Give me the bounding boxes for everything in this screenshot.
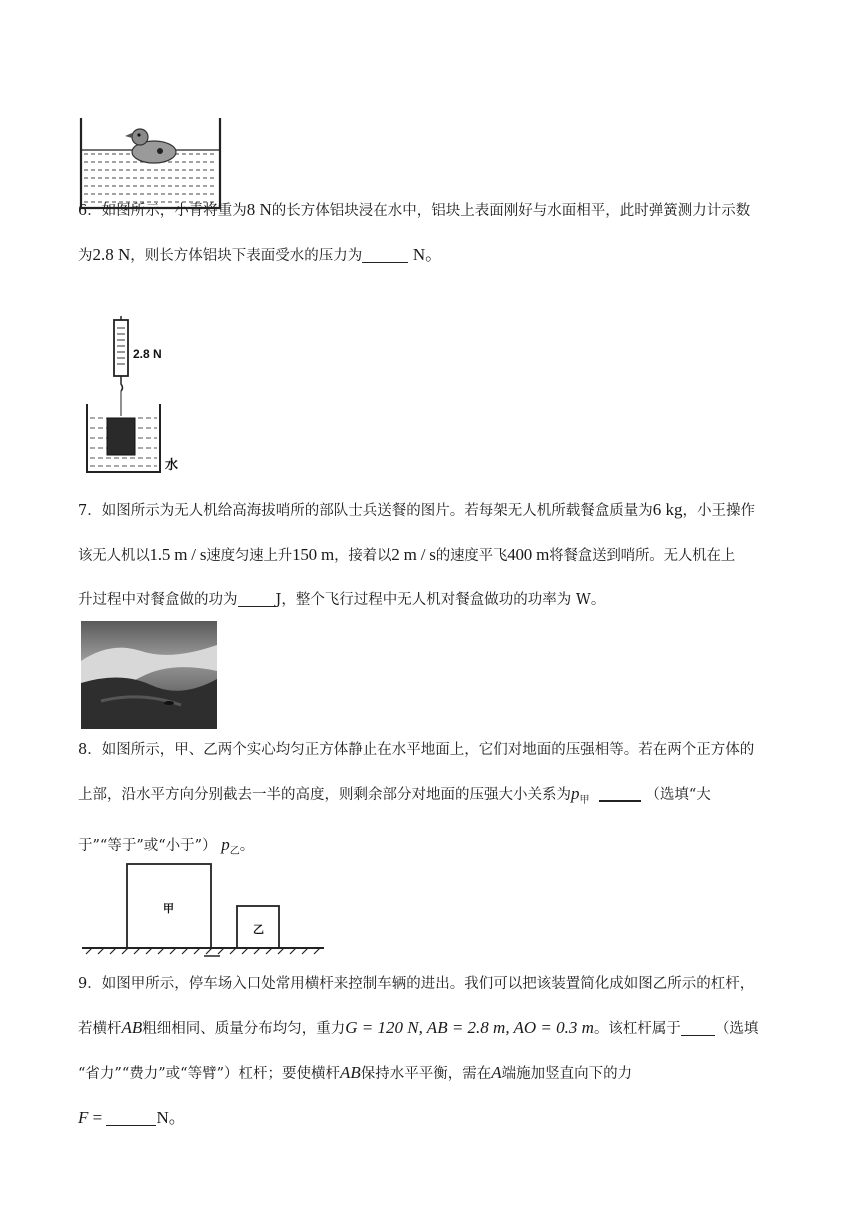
q9-force-blank[interactable]	[106, 1109, 156, 1126]
q7-mass: 6 kg	[652, 500, 683, 519]
q9-text: 端施加竖直向下的力	[501, 1066, 633, 1082]
water-label: 水	[165, 458, 179, 473]
q6-weight: 8 N	[246, 200, 272, 219]
question-9	[78, 962, 784, 1141]
q9-text: 保持水平平衡，需在	[360, 1066, 492, 1082]
q7-text: 将餐盒送到哨所。无人机在上	[549, 548, 736, 564]
q8-text: 。	[239, 837, 255, 854]
scale-reading-label: 2.8 N	[133, 347, 162, 361]
q8-subscript-yi: 乙	[229, 845, 240, 857]
question-7	[78, 488, 784, 622]
drone-photo	[81, 621, 217, 729]
cube-yi-label: 乙	[253, 923, 264, 936]
q6-answer-blank[interactable]	[362, 246, 408, 263]
q9-lever-type-blank[interactable]	[681, 1019, 715, 1036]
q8-text: （选填“大	[645, 787, 711, 803]
cubes-figure	[80, 858, 326, 958]
q9-unit: N。	[156, 1108, 186, 1127]
q9-text: 若横杆	[78, 1021, 122, 1037]
q7-text: ，接着以	[334, 548, 392, 564]
q7-height: 150 m	[292, 545, 335, 564]
q6-text: ，则长方体铝块下表面受水的压力为	[130, 248, 363, 264]
q7-text: 速度匀速上升	[206, 548, 293, 564]
q7-text: 的速度平飞	[435, 548, 508, 564]
q7-text: J，整个飞行过程中无人机对餐盒做功的功率为 W。	[275, 592, 606, 608]
q8-text: 上部，沿水平方向分别截去一半的高度，则剩余部分对地面的压强大小关系为	[78, 787, 571, 803]
q8-pressure-symbol: p	[571, 784, 580, 803]
q9-bar-ab: AB	[121, 1018, 143, 1037]
spring-scale-figure	[80, 316, 188, 478]
q6-text: 为	[78, 248, 93, 264]
q7-distance: 400 m	[507, 545, 550, 564]
q9-text: 粗细相同、质量分布均匀，重力	[142, 1021, 346, 1037]
question-6	[78, 188, 784, 278]
q6-reading: 2.8 N	[92, 245, 131, 264]
q8-subscript-jia: 甲	[579, 794, 590, 806]
q9-force-symbol: F	[78, 1108, 89, 1127]
q8-pressure-symbol: p	[221, 834, 230, 854]
q8-answer-blank[interactable]	[599, 784, 641, 802]
q7-text: 升过程中对餐盒做的功为	[78, 592, 238, 608]
q9-text: 9．如图甲所示，停车场入口处常用横杆来控制车辆的进出。我们可以把该装置简化成如图乙所示的杠杆，	[78, 976, 755, 992]
q9-text: （选填	[714, 1021, 759, 1037]
cube-jia-label: 甲	[163, 902, 174, 915]
q7-text: ，小王操作	[682, 503, 755, 519]
question-8	[78, 728, 784, 874]
aluminum-block	[107, 418, 135, 455]
q7-text: 该无人机以	[78, 548, 150, 564]
q9-text: 。该杠杆属于	[593, 1021, 681, 1037]
q6-text: 的长方体铝块浸在水中，铝块上表面刚好与水面相平，此时弹簧测力计示数	[271, 203, 751, 219]
q9-equals: =	[88, 1108, 107, 1127]
q9-formula: G = 120 N, AB = 2.8 m, AO = 0.3 m	[345, 1018, 594, 1037]
q8-text: 8．如图所示，甲、乙两个实心均匀正方体静止在水平地面上，它们对地面的压强相等。若在两个正方体的	[78, 742, 755, 758]
q8-text: 于”“等于”或“小于”）	[78, 837, 217, 854]
q7-work-blank[interactable]	[238, 590, 276, 607]
spring-scale-icon	[114, 316, 128, 416]
q9-end-a: A	[491, 1063, 502, 1082]
q9-text: “省力”“费力”或“等臂”）杠杆；要使横杆	[78, 1066, 340, 1082]
q6-unit: N。	[412, 245, 443, 264]
q7-speed-2: 2 m / s	[391, 545, 436, 564]
q6-text: 6．如图所示，小青将重为	[78, 203, 247, 219]
q7-text: 7．如图所示为无人机给高海拔哨所的部队士兵送餐的图片。若每架无人机所载餐盒质量为	[78, 503, 653, 519]
duck-icon	[125, 129, 176, 163]
q7-speed-1: 1.5 m / s	[149, 545, 207, 564]
q9-bar-ab: AB	[339, 1063, 361, 1082]
